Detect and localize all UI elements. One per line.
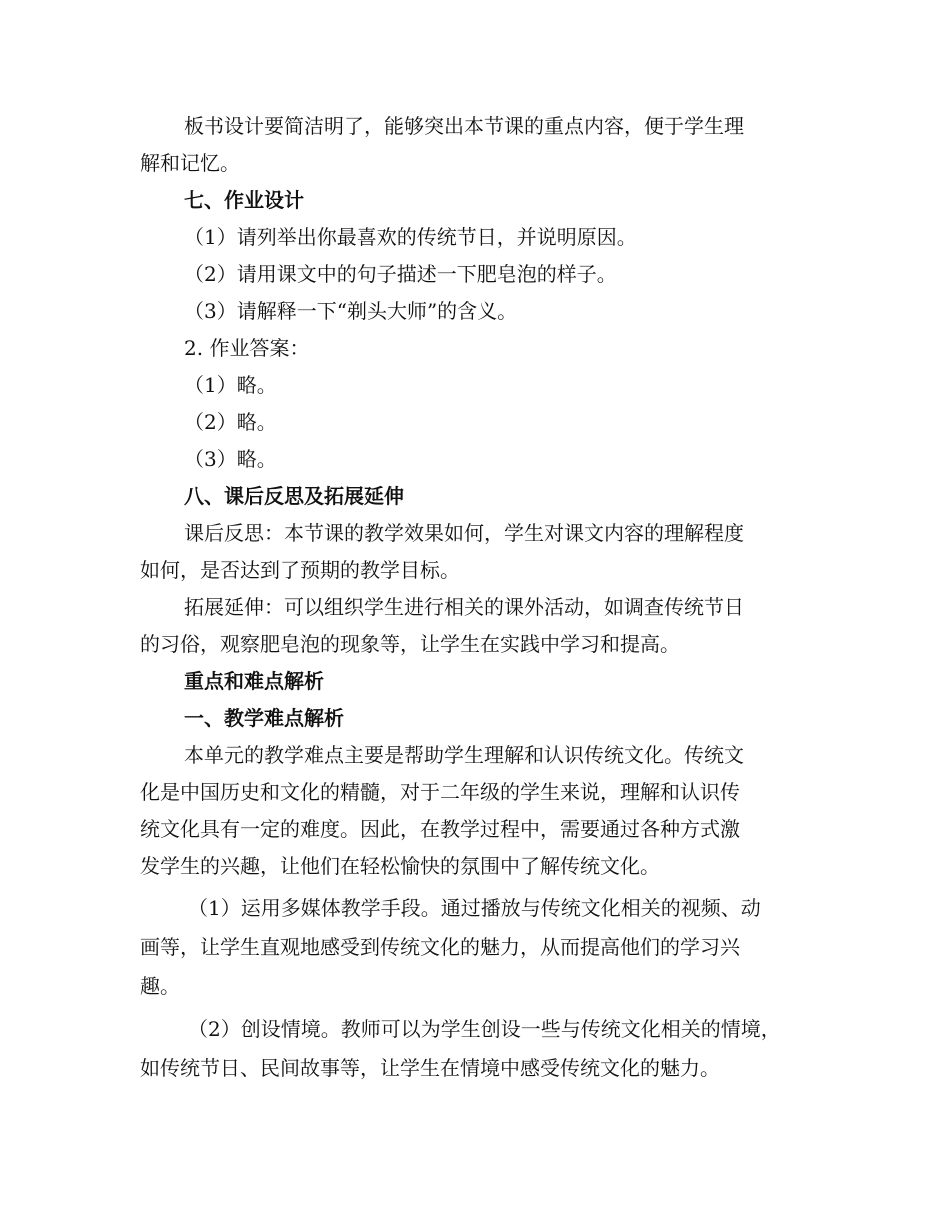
paragraph-line: 本单元的教学难点主要是帮助学生理解和认识传统文化。传统文 <box>184 743 744 767</box>
paragraph-line: 的习俗，观察肥皂泡的现象等，让学生在实践中学习和提高。 <box>140 632 680 656</box>
paragraph-line: 如何，是否达到了预期的教学目标。 <box>140 558 460 582</box>
paragraph-line: 如传统节日、民间故事等，让学生在情境中感受传统文化的魅力。 <box>140 1056 720 1080</box>
paragraph-line: 拓展延伸：可以组织学生进行相关的课外活动，如调查传统节日 <box>184 595 744 619</box>
section-heading-difficulty: 一、教学难点解析 <box>184 706 344 730</box>
section-heading-homework: 七、作业设计 <box>184 188 304 212</box>
paragraph-line: 课后反思：本节课的教学效果如何，学生对课文内容的理解程度 <box>184 521 744 545</box>
homework-item: （3）请解释一下“剃头大师”的含义。 <box>184 299 518 323</box>
homework-item: （1）请列举出你最喜欢的传统节日，并说明原因。 <box>184 225 637 249</box>
paragraph-line: （1）运用多媒体教学手段。通过播放与传统文化相关的视频、动 <box>188 896 761 920</box>
homework-item: （2）请用课文中的句子描述一下肥皂泡的样子。 <box>184 262 617 286</box>
homework-answer-label: 2. 作业答案： <box>184 336 310 360</box>
section-heading-reflection: 八、课后反思及拓展延伸 <box>184 484 404 508</box>
paragraph-situations <box>140 1010 810 1088</box>
homework-answer-item: （2）略。 <box>184 410 277 434</box>
paragraph-reflection <box>140 515 810 589</box>
paragraph-multimedia <box>140 889 810 1006</box>
paragraph-line: 解和记忆。 <box>140 151 240 175</box>
paragraph-difficulty <box>140 737 810 885</box>
section-heading-key-points: 重点和难点解析 <box>184 669 324 693</box>
paragraph-blackboard-design <box>140 108 810 182</box>
paragraph-line: 化是中国历史和文化的精髓，对于二年级的学生来说，理解和认识传 <box>140 780 740 804</box>
paragraph-line: 画等，让学生直观地感受到传统文化的魅力，从而提高他们的学习兴 <box>140 935 740 959</box>
paragraph-line: 发学生的兴趣，让他们在轻松愉快的氛围中了解传统文化。 <box>140 854 660 878</box>
paragraph-line: 板书设计要简洁明了，能够突出本节课的重点内容，便于学生理 <box>184 114 744 138</box>
paragraph-line: （2）创设情境。教师可以为学生创设一些与传统文化相关的情境， <box>188 1017 781 1041</box>
paragraph-line: 统文化具有一定的难度。因此，在教学过程中，需要通过各种方式激 <box>140 817 740 841</box>
document-body <box>140 108 810 1088</box>
homework-answer-item: （1）略。 <box>184 373 277 397</box>
paragraph-line: 趣。 <box>140 974 180 998</box>
paragraph-extension <box>140 589 810 663</box>
homework-answer-item: （3）略。 <box>184 447 277 471</box>
